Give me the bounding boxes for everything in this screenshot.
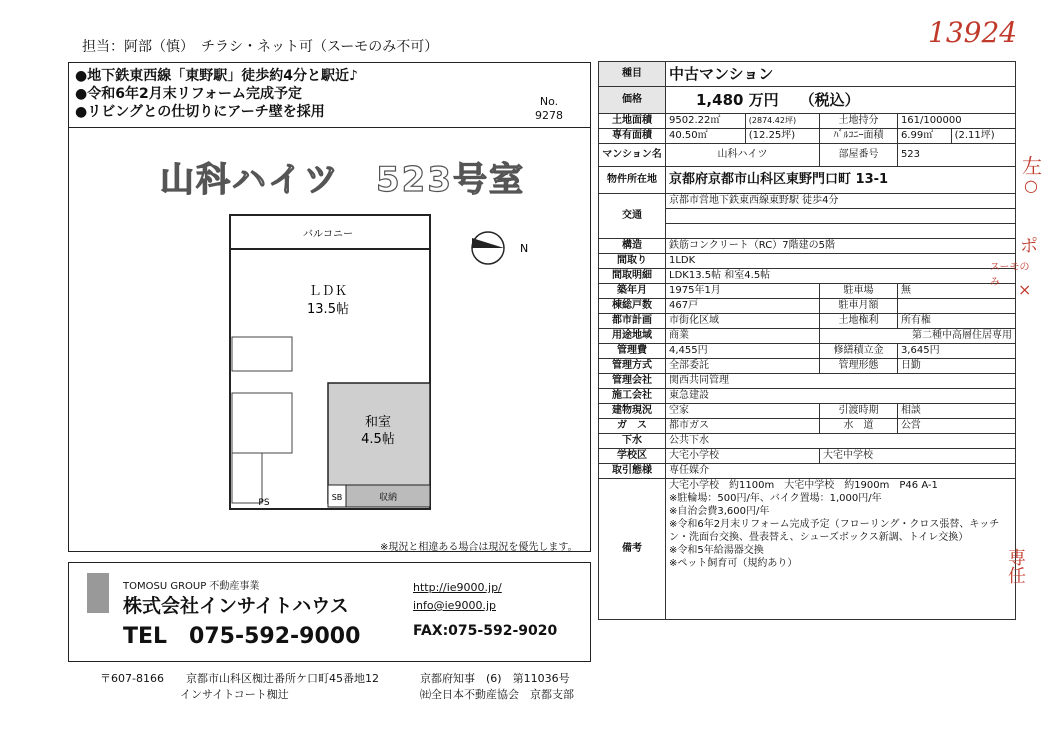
table-cell: 部屋番号 [820,144,898,167]
table-cell: 公営 [897,419,1015,434]
staff-note: 担当：阿部（慎） チラシ・ネット可（スーモのみ不可） [82,39,439,55]
table-cell: 40.50㎡ [666,129,746,144]
washitsu-size: 4.5帖 [361,432,395,447]
table-cell: 管理形態 [820,359,898,374]
table-cell: 下水 [599,434,666,449]
table-cell: 山科ハイツ [666,144,820,167]
headline-list [75,67,358,121]
table-cell: 構造 [599,239,666,254]
table-cell: 都市ガス [666,419,820,434]
headline-point: ●リビングとの仕切りにアーチ壁を採用 [75,104,325,120]
table-cell: 専任媒介 [666,464,1016,479]
table-cell: 京都市営地下鉄東西線東野駅 徒歩4分 [666,194,1016,209]
table-cell: LDK13.5帖 和室4.5帖 [666,269,1016,284]
handwritten-note: ポ [1020,236,1038,257]
table-cell: 都市計画 [599,314,666,329]
company-url[interactable]: http://ie9000.jp/ [413,581,502,594]
table-cell: 土地持分 [820,114,898,129]
property-table [598,61,1016,620]
handwritten-note: × [1018,280,1032,299]
table-cell [666,224,1016,239]
table-cell: 間取明細 [599,269,666,284]
headline-point: ●地下鉄東西線「東野駅」徒歩約4分と駅近♪ [75,68,358,84]
table-cell: 土地権利 [820,314,898,329]
ldk-label: ＬＤＫ [308,284,348,299]
property-type: 中古マンション [666,62,1016,87]
table-cell: 間取り [599,254,666,269]
table-cell: 無 [897,284,1015,299]
notes: 大宅小学校 約1100m 大宅中学校 約1900m P46 A-1 ※駐輪場：500円/年、バイク置場：1,000円/年 ※自治会費3,600円/年 ※令和6年2月末リフォーム完成予定（フローリング・クロス張替、キッチン・洗面台交換、畳表替え、シューズボックス新調、トイレ交換） ※令和5年給湯器交換 ※ペット飼育可（規約あり） [666,479,1016,620]
table-cell: 所有権 [897,314,1015,329]
table-cell: 大宅中学校 [820,449,1016,464]
table-cell: 1,480 万円 （税込） [666,87,1016,114]
table-cell: 修繕積立金 [820,344,898,359]
balcony-label: バルコニー [303,229,353,240]
floor-plan [228,213,438,513]
table-cell: 学校区 [599,449,666,464]
table-cell: 駐車場 [820,284,898,299]
table-cell: 備考 [599,479,666,620]
company-name: 株式会社インサイトハウス [123,595,349,617]
table-cell: 水 道 [820,419,898,434]
table-cell: 161/100000 [897,114,1015,129]
washitsu-label: 和室 [364,415,392,430]
table-cell: 築年月 [599,284,666,299]
table-cell: 3,645円 [897,344,1015,359]
table-cell: 1LDK [666,254,1016,269]
handwritten-id: 13924 [928,16,1018,49]
company-fax: FAX:075-592-9020 [413,623,558,639]
table-cell: 施工会社 [599,389,666,404]
table-cell: 鉄筋コンクリート（RC）7階建の5階 [666,239,1016,254]
company-panel [68,562,591,662]
table-cell: 建物現況 [599,404,666,419]
association: ㈳全日本不動産協会 京都支部 [420,688,574,701]
table-cell: 管理会社 [599,374,666,389]
table-cell: ガ ス [599,419,666,434]
table-cell: 相談 [897,404,1015,419]
table-cell: ﾊﾞﾙｺﾆｰ面積 [820,129,898,144]
listing-number: No. 9278 [535,95,563,122]
table-cell: 6.99㎡ [897,129,951,144]
table-cell: 関西共同管理 [666,374,1016,389]
table-cell: 引渡時期 [820,404,898,419]
disclaimer: ※現況と相違ある場合は現況を優先します。 [380,542,578,553]
table-cell: 価格 [599,87,666,114]
table-cell: 土地面積 [599,114,666,129]
company-building: インサイトコート椥辻 [180,688,289,701]
table-cell: 駐車月額 [820,299,898,314]
handwritten-note: ○ [1024,176,1038,195]
table-cell: 全部委託 [666,359,820,374]
table-cell: (12.25坪) [745,129,819,144]
sb-label: SB [331,493,343,502]
table-cell [897,299,1015,314]
ps-label: PS [258,498,270,508]
table-cell: 交通 [599,194,666,239]
table-cell: 市街化区域 [666,314,820,329]
table-cell: 物件所在地 [599,167,666,194]
table-cell: 空家 [666,404,820,419]
table-cell: 用途地域 [599,329,666,344]
table-cell: 商業 [666,329,820,344]
table-cell: 第二種中高層住居専用 [820,329,1016,344]
company-tel: TEL 075-592-9000 [123,624,361,649]
table-cell: 管理費 [599,344,666,359]
storage-label: 収納 [378,493,398,503]
headline-point: ●令和6年2月末リフォーム完成予定 [75,86,302,102]
table-cell: 1975年1月 [666,284,820,299]
address: 京都府京都市山科区東野門口町 13-1 [666,167,1016,194]
table-cell: マンション名 [599,144,666,167]
table-cell: 東急建設 [666,389,1016,404]
north-arrow-icon [468,230,538,270]
company-logo-icon [87,573,109,613]
handwritten-note: 専任 [1005,548,1026,584]
table-cell: 管理方式 [599,359,666,374]
table-cell: (2874.42坪) [745,114,819,129]
table-cell [666,209,1016,224]
table-cell: 467戸 [666,299,820,314]
table-cell: 取引態様 [599,464,666,479]
price: 1,480 万円 [696,91,779,109]
table-cell: 大宅小学校 [666,449,820,464]
table-cell: 棟総戸数 [599,299,666,314]
north-label: N [520,242,529,255]
handwritten-note: 左 [1022,154,1042,178]
table-cell: 公共下水 [666,434,1016,449]
table-cell: 種目 [599,62,666,87]
company-group: TOMOSU GROUP 不動産事業 [123,581,260,592]
table-cell: 4,455円 [666,344,820,359]
building-title: 山科ハイツ 523号室 [160,160,525,200]
table-cell: (2.11坪) [951,129,1015,144]
company-email[interactable]: info@ie9000.jp [413,599,496,612]
ldk-size: 13.5帖 [307,302,349,317]
company-address: 〒607-8166 京都市山科区椥辻番所ケ口町45番地12 [100,672,379,685]
license-number: 京都府知事 (6) 第11036号 [420,672,570,685]
table-cell: 9502.22㎡ [666,114,746,129]
divider [69,127,590,128]
table-cell: 日勤 [897,359,1015,374]
handwritten-note: スーモのみ [990,262,1030,288]
table-cell: 専有面積 [599,129,666,144]
table-cell: 523 [897,144,1015,167]
